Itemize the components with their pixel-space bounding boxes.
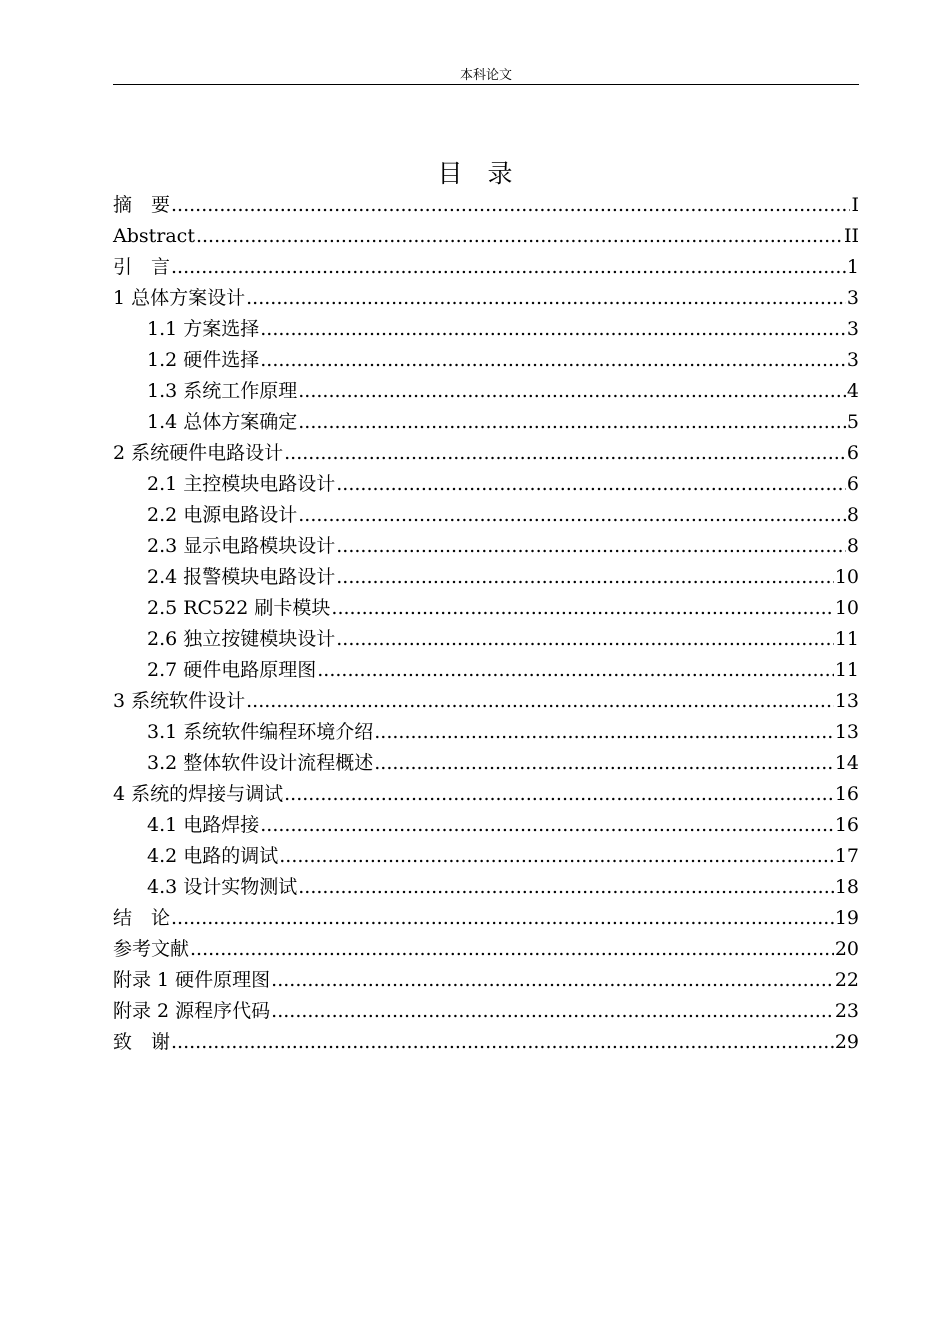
toc-dot-leader bbox=[336, 531, 846, 562]
toc-entry-label: 3 系统软件设计 bbox=[113, 690, 246, 712]
toc-entry[interactable] bbox=[113, 190, 859, 221]
toc-entry[interactable] bbox=[113, 779, 859, 810]
toc-entry-page: 6 bbox=[846, 442, 859, 464]
toc-entry-page: 6 bbox=[846, 473, 859, 495]
toc-entry-label: 2.3 显示电路模块设计 bbox=[147, 535, 336, 557]
toc-entry-page: II bbox=[843, 225, 859, 247]
toc-entry-page: 5 bbox=[846, 411, 859, 433]
toc-entry-page: 19 bbox=[834, 907, 859, 929]
toc-entry-page: 13 bbox=[834, 690, 859, 712]
toc-entry-page: 16 bbox=[834, 814, 859, 836]
toc-entry-label: 1.4 总体方案确定 bbox=[147, 411, 298, 433]
toc-entry-label: 结 论 bbox=[113, 907, 171, 929]
toc-entry[interactable] bbox=[113, 407, 859, 438]
toc-entry-label: 附录 2 源程序代码 bbox=[113, 1000, 271, 1022]
toc-entry[interactable] bbox=[113, 686, 859, 717]
toc-dot-leader bbox=[298, 872, 834, 903]
toc-dot-leader bbox=[331, 593, 833, 624]
toc-entry-label: 4.1 电路焊接 bbox=[147, 814, 260, 836]
toc-entry-label: 1 总体方案设计 bbox=[113, 287, 246, 309]
toc-dot-leader bbox=[279, 841, 834, 872]
toc-entry-page: 18 bbox=[834, 876, 859, 898]
toc-entry-page: 10 bbox=[834, 566, 859, 588]
toc-entry-label: 4 系统的焊接与调试 bbox=[113, 783, 284, 805]
toc-dot-leader bbox=[336, 469, 846, 500]
toc-entry-page: 13 bbox=[834, 721, 859, 743]
toc-entry[interactable] bbox=[113, 221, 859, 252]
toc-entry-label: 1.1 方案选择 bbox=[147, 318, 260, 340]
toc-dot-leader bbox=[246, 686, 834, 717]
toc-entry[interactable] bbox=[113, 810, 859, 841]
toc-entry[interactable] bbox=[113, 655, 859, 686]
toc-entry-label: 4.2 电路的调试 bbox=[147, 845, 279, 867]
toc-entry[interactable] bbox=[113, 252, 859, 283]
toc-entry[interactable] bbox=[113, 469, 859, 500]
toc-entry-label: Abstract bbox=[113, 225, 195, 247]
table-of-contents bbox=[113, 190, 859, 1058]
toc-entry-label: 3.2 整体软件设计流程概述 bbox=[147, 752, 374, 774]
toc-entry-label: 2.7 硬件电路原理图 bbox=[147, 659, 317, 681]
toc-entry-page: 20 bbox=[834, 938, 859, 960]
toc-dot-leader bbox=[284, 779, 834, 810]
toc-entry-label: 4.3 设计实物测试 bbox=[147, 876, 298, 898]
toc-entry-label: 2.6 独立按键模块设计 bbox=[147, 628, 336, 650]
toc-entry-page: 4 bbox=[846, 380, 859, 402]
toc-entry[interactable] bbox=[113, 841, 859, 872]
toc-entry[interactable] bbox=[113, 748, 859, 779]
toc-entry-page: 23 bbox=[834, 1000, 859, 1022]
page-header bbox=[113, 64, 859, 85]
toc-dot-leader bbox=[246, 283, 846, 314]
toc-dot-leader bbox=[190, 934, 834, 965]
toc-entry-page: 8 bbox=[846, 504, 859, 526]
toc-entry[interactable] bbox=[113, 872, 859, 903]
toc-entry[interactable] bbox=[113, 934, 859, 965]
toc-dot-leader bbox=[317, 655, 834, 686]
toc-entry[interactable] bbox=[113, 996, 859, 1027]
toc-entry-label: 附录 1 硬件原理图 bbox=[113, 969, 271, 991]
toc-dot-leader bbox=[298, 407, 846, 438]
toc-entry-label: 1.2 硬件选择 bbox=[147, 349, 260, 371]
toc-dot-leader bbox=[171, 903, 834, 934]
toc-entry[interactable] bbox=[113, 562, 859, 593]
toc-dot-leader bbox=[260, 314, 846, 345]
toc-entry-page: 3 bbox=[846, 287, 859, 309]
toc-entry-label: 2.4 报警模块电路设计 bbox=[147, 566, 336, 588]
toc-entry-label: 2.1 主控模块电路设计 bbox=[147, 473, 336, 495]
toc-entry[interactable] bbox=[113, 593, 859, 624]
toc-dot-leader bbox=[336, 562, 834, 593]
toc-entry-page: 17 bbox=[834, 845, 859, 867]
toc-entry-page: 3 bbox=[846, 349, 859, 371]
toc-entry-label: 2.5 RC522 刷卡模块 bbox=[147, 597, 331, 619]
toc-dot-leader bbox=[171, 190, 850, 221]
toc-dot-leader bbox=[171, 252, 846, 283]
toc-entry-page: 8 bbox=[846, 535, 859, 557]
toc-entry-label: 参考文献 bbox=[113, 938, 190, 960]
toc-entry[interactable] bbox=[113, 717, 859, 748]
toc-entry-page: 29 bbox=[834, 1031, 859, 1053]
toc-entry-page: 11 bbox=[834, 659, 859, 681]
toc-dot-leader bbox=[271, 996, 834, 1027]
toc-entry-page: 10 bbox=[834, 597, 859, 619]
toc-entry[interactable] bbox=[113, 531, 859, 562]
toc-entry-label: 摘 要 bbox=[113, 194, 171, 216]
toc-entry-label: 1.3 系统工作原理 bbox=[147, 380, 298, 402]
toc-dot-leader bbox=[374, 717, 834, 748]
toc-entry-page: 3 bbox=[846, 318, 859, 340]
toc-entry[interactable] bbox=[113, 438, 859, 469]
toc-entry[interactable] bbox=[113, 314, 859, 345]
toc-entry-label: 2.2 电源电路设计 bbox=[147, 504, 298, 526]
toc-entry[interactable] bbox=[113, 903, 859, 934]
toc-entry-page: 1 bbox=[846, 256, 859, 278]
toc-dot-leader bbox=[336, 624, 834, 655]
header-text: 本科论文 bbox=[459, 68, 512, 83]
toc-dot-leader bbox=[196, 221, 843, 252]
toc-dot-leader bbox=[298, 376, 846, 407]
toc-title: 目 录 bbox=[437, 159, 513, 188]
toc-dot-leader bbox=[171, 1027, 834, 1058]
toc-entry[interactable] bbox=[113, 500, 859, 531]
toc-entry-label: 引 言 bbox=[113, 256, 171, 278]
toc-entry-label: 2 系统硬件电路设计 bbox=[113, 442, 284, 464]
toc-dot-leader bbox=[374, 748, 834, 779]
toc-entry-label: 致 谢 bbox=[113, 1031, 171, 1053]
toc-entry-page: 22 bbox=[834, 969, 859, 991]
toc-entry[interactable] bbox=[113, 283, 859, 314]
toc-entry-page: 16 bbox=[834, 783, 859, 805]
toc-entry[interactable] bbox=[113, 1027, 859, 1058]
toc-dot-leader bbox=[271, 965, 834, 996]
toc-dot-leader bbox=[260, 345, 846, 376]
toc-dot-leader bbox=[298, 500, 846, 531]
toc-dot-leader bbox=[284, 438, 846, 469]
toc-entry[interactable] bbox=[113, 624, 859, 655]
toc-entry-page: 14 bbox=[834, 752, 859, 774]
toc-dot-leader bbox=[260, 810, 834, 841]
toc-entry[interactable] bbox=[113, 965, 859, 996]
toc-entry-label: 3.1 系统软件编程环境介绍 bbox=[147, 721, 374, 743]
toc-entry[interactable] bbox=[113, 345, 859, 376]
toc-entry-page: I bbox=[851, 194, 859, 216]
toc-entry-page: 11 bbox=[834, 628, 859, 650]
toc-entry[interactable] bbox=[113, 376, 859, 407]
